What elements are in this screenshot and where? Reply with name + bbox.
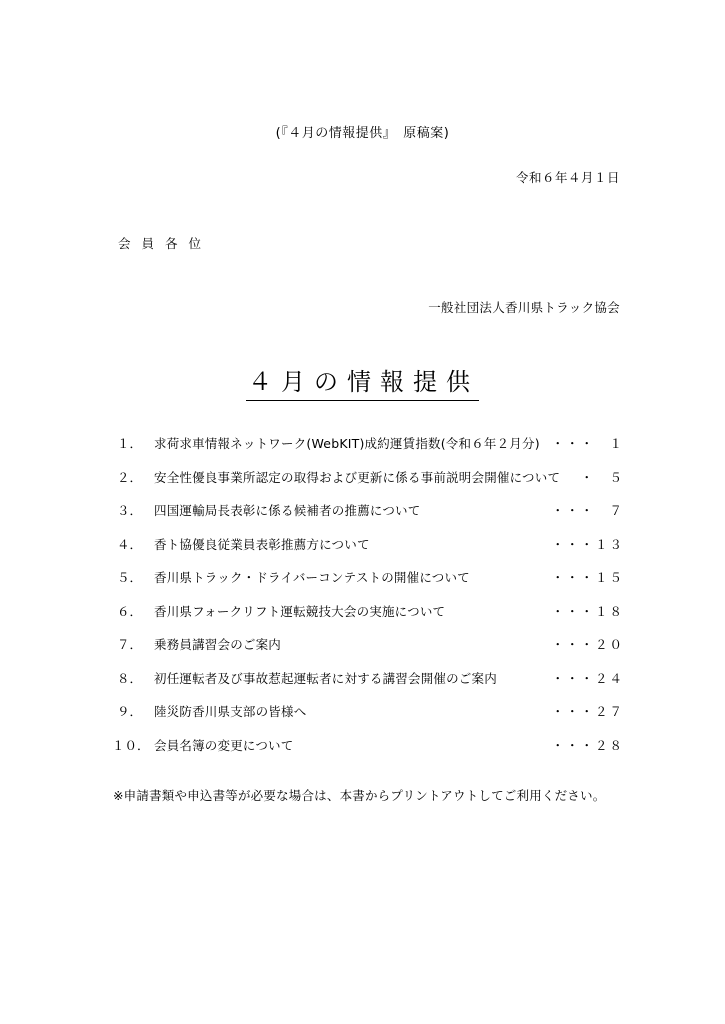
- toc-item: [112, 529, 624, 563]
- toc-item-title: 香ト協優良従業員表彰推薦方について: [154, 536, 370, 552]
- toc-item-title: 乗務員講習会のご案内: [154, 637, 282, 652]
- toc-item-title: 四国運輸局長表彰に係る候補者の推薦について: [154, 503, 421, 518]
- issue-date: 令和６年４月１日: [515, 170, 620, 185]
- toc-item-number: ４．: [116, 536, 142, 552]
- toc-item-title: 安全性優良事業所認定の取得および更新に係る事前説明会開催について: [154, 469, 561, 485]
- toc-item: [112, 730, 624, 764]
- recipients: 会員各位: [118, 236, 213, 251]
- toc-item-number: ８．: [116, 670, 142, 686]
- toc-item: [112, 495, 624, 529]
- toc-item-title: 求荷求車情報ネットワーク(WebKIT)成約運賃指数(令和６年２月分): [154, 436, 540, 451]
- printing-note: ※申請書類や申込書等が必要な場合は、本書からプリントアウトしてご利用ください。: [113, 788, 606, 803]
- table-of-contents: [112, 428, 624, 763]
- toc-item: [112, 562, 624, 596]
- toc-item-number: ５．: [116, 570, 142, 585]
- toc-item: [112, 596, 624, 630]
- toc-item-title: 会員名簿の変更について: [154, 737, 294, 753]
- toc-item: [112, 462, 624, 496]
- toc-item-page: ・・・１８: [551, 603, 624, 619]
- toc-item: [112, 696, 624, 730]
- toc-item-page: ・ ５: [580, 469, 624, 485]
- toc-item-page: ・・・ ７: [551, 503, 624, 518]
- toc-item-title: 陸災防香川県支部の皆様へ: [154, 704, 307, 719]
- toc-item-page: ・・・１３: [551, 536, 624, 552]
- toc-item: [112, 428, 624, 462]
- toc-item-number: １０．: [112, 737, 150, 753]
- toc-item-title: 香川県トラック・ドライバーコンテストの開催について: [154, 570, 470, 585]
- sender-organization: 一般社団法人香川県トラック協会: [428, 300, 620, 315]
- toc-item: [112, 663, 624, 697]
- toc-item-number: ６．: [116, 603, 142, 619]
- toc-item-page: ・・・２０: [551, 637, 624, 652]
- main-title: ４月の情報提供: [246, 365, 479, 401]
- toc-item-title: 初任運転者及び事故惹起運転者に対する講習会開催のご案内: [154, 670, 497, 686]
- toc-item-page: ・・・２４: [551, 670, 624, 686]
- toc-item-number: ２．: [116, 469, 142, 485]
- toc-item-page: ・・・１５: [551, 570, 624, 585]
- main-title-wrapper: [0, 365, 725, 401]
- toc-item-title: 香川県フォークリフト運転競技大会の実施について: [154, 603, 446, 619]
- toc-item-page: ・・・ １: [551, 436, 624, 451]
- toc-item-page: ・・・２７: [551, 704, 624, 719]
- toc-item-number: ３．: [116, 503, 142, 518]
- toc-item: [112, 629, 624, 663]
- toc-item-number: １．: [116, 436, 142, 451]
- toc-item-page: ・・・２８: [551, 737, 624, 753]
- toc-item-number: ９．: [116, 704, 142, 719]
- toc-item-number: ７．: [116, 637, 142, 652]
- draft-title: (『４月の情報提供』 原稿案): [275, 126, 450, 141]
